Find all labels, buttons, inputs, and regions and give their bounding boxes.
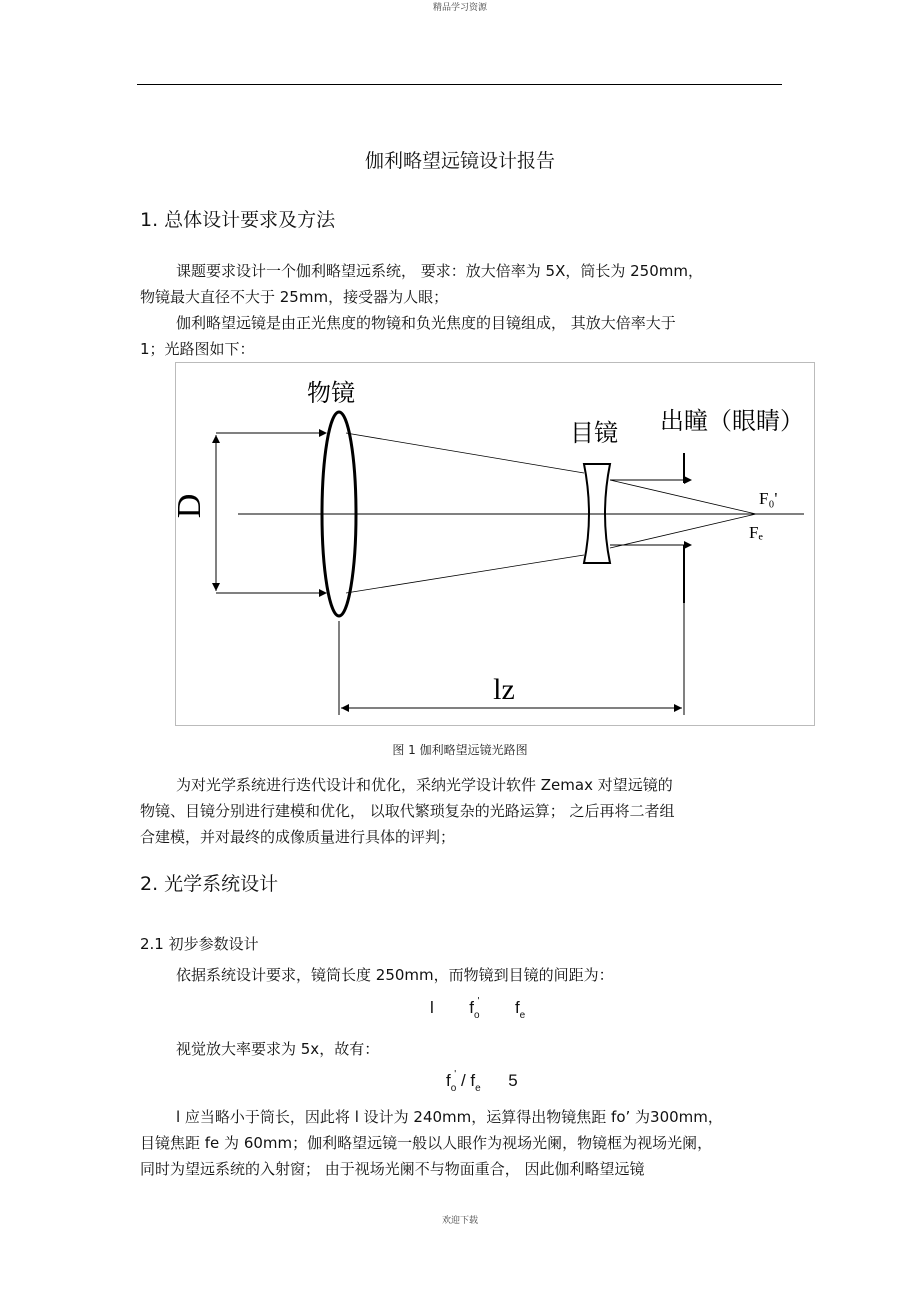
section-1-heading: 1. 总体设计要求及方法 xyxy=(140,209,336,231)
eq1-fo: f xyxy=(469,998,474,1017)
section-2-1-body xyxy=(140,1104,780,1182)
header-rule xyxy=(137,84,782,85)
eq1-fe: f xyxy=(514,998,520,1017)
paragraph-line: 同时为望远系统的入射窗； 由于视场光阑不与物面重合， 因此伽利略望远镜 xyxy=(140,1160,645,1178)
focal-point-fe-label: Fₑ xyxy=(749,523,763,542)
section-2-heading: 2. 光学系统设计 xyxy=(140,873,279,895)
paragraph-line: l 应当略小于筒长，因此将 l 设计为 240mm，运算得出物镜焦距 fo’ 为300mm， xyxy=(176,1108,723,1126)
paragraph-line: 物镜最大直径不大于 25mm，接受器为人眼； xyxy=(140,288,449,306)
exit-pupil-label: 出瞳（眼睛） xyxy=(660,407,804,435)
figure-caption: 图 1 伽利略望远镜光路图 xyxy=(392,743,528,757)
ray-converge-top xyxy=(346,433,584,473)
document-title: 伽利略望远镜设计报告 xyxy=(364,150,555,172)
equation-1 xyxy=(430,996,526,1021)
eq2-fo-sub: o xyxy=(450,1083,457,1094)
objective-label: 物镜 xyxy=(307,379,355,407)
lz-label: lz xyxy=(493,673,515,706)
eq2-fe: f xyxy=(470,1071,476,1090)
paragraph-line: 物镜、目镜分别进行建模和优化， 以取代繁琐复杂的光路运算； 之后再将二者组 xyxy=(140,802,675,820)
paragraph-line: 视觉放大率要求为 5x，故有： xyxy=(176,1040,380,1058)
section-1-body xyxy=(140,258,780,362)
ray-virtual-bottom xyxy=(610,514,756,548)
ray-converge-bottom xyxy=(346,555,584,593)
equation-2 xyxy=(446,1069,518,1094)
section-1-closing xyxy=(140,772,780,850)
footer-note: 欢迎下载 xyxy=(441,1216,478,1226)
optical-path-diagram xyxy=(171,363,814,725)
paragraph-line: 目镜焦距 fe 为 60mm；伽利略望远镜一般以人眼作为视场光阑，物镜框为视场光阑， xyxy=(140,1134,713,1152)
paragraph-line: 伽利略望远镜是由正光焦度的物镜和负光焦度的目镜组成， 其放大倍率大于 xyxy=(176,314,676,332)
eq2-value: 5 xyxy=(508,1071,518,1090)
eyepiece-label: 目镜 xyxy=(570,419,618,447)
eq1-l: l xyxy=(430,998,434,1017)
ray-virtual-top xyxy=(610,480,756,514)
paragraph-line: 依据系统设计要求，镜筒长度 250mm，而物镜到目镜的间距为： xyxy=(176,966,614,984)
eq2-slash: / xyxy=(460,1071,466,1090)
aperture-d-label: D xyxy=(171,493,208,519)
eq2-fo-sup: ' xyxy=(454,1069,457,1080)
eq2-fe-sub: e xyxy=(475,1083,481,1094)
header-note: 精品学习资源 xyxy=(432,3,487,13)
paragraph-line: 1；光路图如下： xyxy=(140,340,255,358)
eq1-fo-sub: o xyxy=(473,1010,480,1021)
eq1-fe-sub: e xyxy=(519,1010,526,1021)
paragraph-line: 合建模，并对最终的成像质量进行具体的评判； xyxy=(140,828,456,846)
focal-point-f0-label: F₀' xyxy=(759,489,778,508)
eq1-fo-sup: ' xyxy=(477,996,480,1007)
paragraph-line: 为对光学系统进行迭代设计和优化，采纳光学设计软件 Zemax 对望远镜的 xyxy=(176,776,673,794)
section-2-1-magnification xyxy=(140,1036,780,1062)
section-2-1-heading: 2.1 初步参数设计 xyxy=(140,935,259,953)
optical-path-figure xyxy=(171,362,815,726)
section-2-1-intro xyxy=(140,962,780,988)
eq2-fo: f xyxy=(446,1071,451,1090)
paragraph-line: 课题要求设计一个伽利略望远系统， 要求：放大倍率为 5X，筒长为 250mm， xyxy=(176,262,703,280)
